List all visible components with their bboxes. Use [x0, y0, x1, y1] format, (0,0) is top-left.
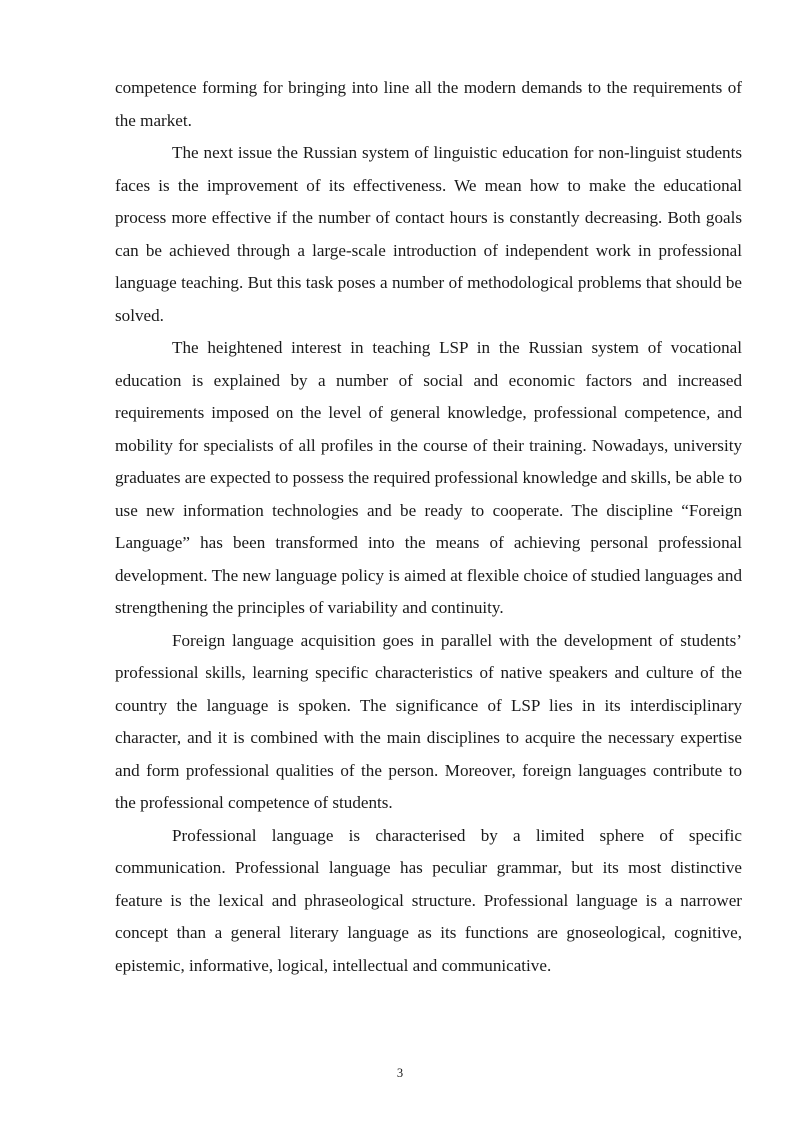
body-text — [115, 72, 742, 982]
paragraph-professional-language: Professional language is characterised by a limited sphere of specific communication. Professional language has peculiar grammar, but its most distinctive feature is the lexical and phraseological structure. Professional language is a narrower concept than a general literary language as its functions are gnoseological, cognitive, epistemic, informative, logical, intellectual and communicative. — [115, 825, 742, 975]
paragraph-effectiveness: The next issue the Russian system of linguistic education for non-linguist students faces is the improvement of its effectiveness. We mean how to make the educational process more effective if the number of contact hours is constantly decreasing. Both goals can be achieved through a large-scale introduction of independent work in professional language teaching. But this task poses a number of methodological problems that should be solved. — [115, 143, 742, 325]
paragraph-language-acquisition: Foreign language acquisition goes in parallel with the development of students’ professional skills, learning specific characteristics of native speakers and culture of the country the language is spoken. The significance of LSP lies in its interdisciplinary character, and it is combined with the main disciplines to acquire the necessary expertise and form professional qualities of the person. Moreover, foreign languages contribute to the professional competence of students. — [115, 630, 742, 812]
paragraph-lsp-interest: The heightened interest in teaching LSP in the Russian system of vocational education is explained by a number of social and economic factors and increased requirements imposed on the level of general knowledge, professional competence, and mobility for specialists of all profiles in the course of their training. Nowadays, university graduates are expected to possess the required professional knowledge and skills, be able to use new information technologies and be ready to cooperate. The discipline “Foreign Language” has been transformed into the means of achieving personal professional development. The new language policy is aimed at flexible choice of studied languages and strengthening the principles of variability and continuity. — [115, 338, 742, 617]
page-number: 3 — [396, 1066, 404, 1080]
paragraph-continuation: competence forming for bringing into line all the modern demands to the requirements of the market. — [115, 78, 742, 130]
